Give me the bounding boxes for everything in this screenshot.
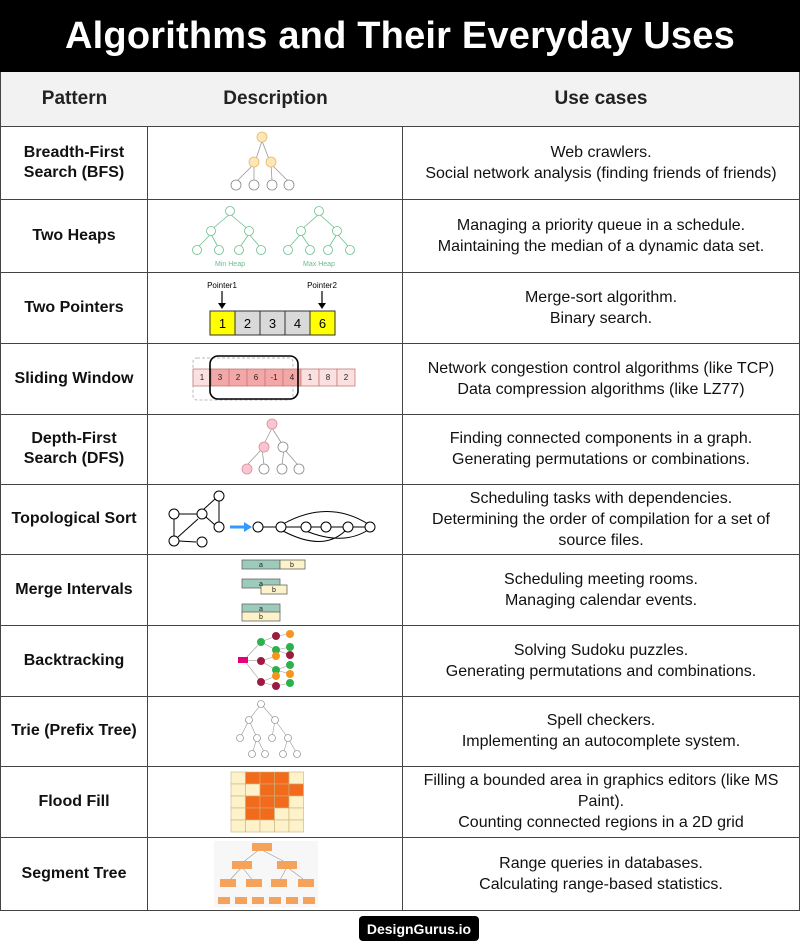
table-row bbox=[1, 343, 799, 415]
flood-cell bbox=[289, 772, 304, 784]
pointer1-label: Pointer1 bbox=[207, 281, 237, 290]
pattern-name: Topological Sort bbox=[1, 484, 148, 554]
table-row bbox=[1, 272, 799, 344]
diagram-merge-intervals bbox=[148, 554, 403, 625]
interval-a: a bbox=[259, 581, 263, 588]
pattern-name: Trie (Prefix Tree) bbox=[1, 696, 148, 766]
flood-cell bbox=[275, 796, 290, 808]
title-bar bbox=[0, 0, 800, 72]
diagram-trie bbox=[148, 696, 403, 766]
pointer-cell: 3 bbox=[268, 316, 277, 331]
use-case: Maintaining the median of a dynamic data set. bbox=[437, 237, 765, 255]
use-case: Paint). bbox=[577, 793, 625, 810]
flood-cell bbox=[246, 772, 261, 784]
use-case: Scheduling tasks with dependencies. bbox=[469, 489, 733, 507]
pattern-name: Merge Intervals bbox=[1, 554, 148, 625]
flood-cell bbox=[275, 772, 290, 784]
flood-cell bbox=[289, 784, 304, 796]
diagram-two-heaps bbox=[148, 199, 403, 272]
flood-cell bbox=[246, 796, 261, 808]
min-heap-label: Min Heap bbox=[215, 261, 245, 268]
use-case: Web crawlers. bbox=[550, 143, 652, 161]
flood-cell bbox=[260, 796, 275, 808]
use-case: Generating permutations or combinations. bbox=[452, 451, 750, 468]
flood-cell bbox=[231, 808, 246, 820]
flood-cell bbox=[246, 808, 261, 820]
use-case: Scheduling meeting rooms. bbox=[504, 570, 698, 588]
max-heap-label: Max Heap bbox=[303, 261, 335, 268]
flood-cell bbox=[260, 820, 275, 832]
diagram-dfs bbox=[148, 414, 403, 484]
flood-cell bbox=[246, 820, 261, 832]
flood-cell bbox=[231, 772, 246, 784]
use-cases bbox=[403, 625, 799, 696]
interval-a: a bbox=[259, 606, 263, 613]
algorithms-table bbox=[0, 72, 800, 911]
table-row bbox=[1, 199, 799, 273]
flood-cell bbox=[289, 796, 304, 808]
use-case: Generating permutations and combinations. bbox=[445, 662, 757, 680]
flood-cell bbox=[260, 808, 275, 820]
interval-b: b bbox=[272, 587, 276, 594]
table-row bbox=[1, 837, 799, 910]
flood-cell bbox=[289, 808, 304, 820]
window-cell: 6 bbox=[253, 373, 259, 382]
use-cases bbox=[403, 696, 799, 766]
interval-b: b bbox=[290, 562, 294, 569]
use-case: Range queries in databases. bbox=[499, 854, 703, 872]
window-cell: 2 bbox=[235, 373, 241, 382]
use-cases bbox=[403, 199, 799, 272]
pointer-cell: 1 bbox=[218, 316, 227, 331]
flood-cell bbox=[260, 784, 275, 796]
table-row bbox=[1, 554, 799, 626]
table-row bbox=[1, 766, 799, 838]
table-row bbox=[1, 484, 799, 555]
window-cell: 3 bbox=[217, 373, 223, 382]
flood-cell bbox=[275, 808, 290, 820]
pattern-name: Two Heaps bbox=[1, 199, 148, 272]
window-cell: 2 bbox=[343, 373, 349, 382]
pattern-name: Segment Tree bbox=[1, 837, 148, 910]
use-cases bbox=[403, 126, 799, 199]
table-row bbox=[1, 625, 799, 697]
diagram-two-pointers bbox=[148, 272, 403, 343]
use-cases bbox=[403, 766, 799, 837]
window-cell: 8 bbox=[325, 373, 331, 382]
flood-cell bbox=[275, 820, 290, 832]
table-row bbox=[1, 696, 799, 767]
table-header bbox=[1, 72, 799, 127]
header-description: Description bbox=[223, 88, 328, 109]
flood-cell bbox=[289, 820, 304, 832]
window-cell: 1 bbox=[307, 373, 313, 382]
use-cases bbox=[403, 414, 799, 484]
page-title: Algorithms and Their Everyday Uses bbox=[65, 14, 735, 57]
use-case: source files. bbox=[558, 531, 644, 549]
flood-cell bbox=[231, 796, 246, 808]
pattern-name: Depth-First Search (DFS) bbox=[1, 414, 148, 484]
pointer-cell: 2 bbox=[243, 316, 252, 331]
use-case: Data compression algorithms (like LZ77) bbox=[457, 380, 745, 398]
use-cases bbox=[403, 837, 799, 910]
flood-cell bbox=[260, 772, 275, 784]
use-cases bbox=[403, 343, 799, 414]
diagram-topological-sort bbox=[148, 484, 403, 554]
use-case: Managing calendar events. bbox=[504, 591, 698, 609]
interval-a: a bbox=[259, 562, 263, 569]
use-case: Managing a priority queue in a schedule. bbox=[456, 216, 746, 234]
use-case: Finding connected components in a graph. bbox=[449, 430, 753, 447]
table-row bbox=[1, 126, 799, 200]
pattern-name: Backtracking bbox=[1, 625, 148, 696]
header-pattern: Pattern bbox=[41, 88, 108, 109]
use-case: Merge-sort algorithm. bbox=[524, 288, 678, 306]
diagram-segment-tree bbox=[148, 837, 403, 910]
use-case: Counting connected regions in a 2D grid bbox=[458, 814, 744, 831]
diagram-flood-fill bbox=[148, 766, 403, 837]
use-cases bbox=[403, 272, 799, 343]
diagram-bfs bbox=[148, 126, 403, 199]
flood-cell bbox=[275, 784, 290, 796]
flood-cell bbox=[246, 784, 261, 796]
pattern-name: Sliding Window bbox=[1, 343, 148, 414]
use-case: Solving Sudoku puzzles. bbox=[513, 641, 689, 659]
diagram-backtracking bbox=[148, 625, 403, 696]
pattern-name: Flood Fill bbox=[1, 766, 148, 837]
use-case: Binary search. bbox=[549, 309, 653, 327]
flood-cell bbox=[231, 784, 246, 796]
use-case: Determining the order of compilation for a set of bbox=[432, 510, 770, 528]
table-row bbox=[1, 414, 799, 485]
window-cell: 1 bbox=[199, 373, 205, 382]
use-case: Calculating range-based statistics. bbox=[479, 875, 723, 893]
pointer2-label: Pointer2 bbox=[307, 281, 337, 290]
use-case: Spell checkers. bbox=[546, 712, 656, 729]
use-case: Implementing an autocomplete system. bbox=[461, 733, 741, 750]
pattern-name: Breadth-First Search (BFS) bbox=[1, 126, 148, 199]
pointer-cell: 4 bbox=[293, 316, 302, 331]
interval-b: b bbox=[259, 614, 263, 621]
header-use-cases: Use cases bbox=[554, 88, 648, 109]
window-cell: -1 bbox=[270, 373, 278, 382]
use-case: Social network analysis (finding friends of friends) bbox=[425, 164, 777, 182]
use-case: Network congestion control algorithms (like TCP) bbox=[427, 359, 775, 377]
use-cases bbox=[403, 554, 799, 625]
use-cases bbox=[403, 484, 799, 554]
window-cell: 4 bbox=[289, 373, 295, 382]
use-case: Filling a bounded area in graphics editors (like MS bbox=[423, 772, 779, 789]
brand-logo: DesignGurus.io bbox=[359, 916, 479, 941]
flood-cell bbox=[231, 820, 246, 832]
pattern-name: Two Pointers bbox=[1, 272, 148, 343]
diagram-sliding-window bbox=[148, 343, 403, 414]
pointer-cell: 6 bbox=[318, 316, 327, 331]
